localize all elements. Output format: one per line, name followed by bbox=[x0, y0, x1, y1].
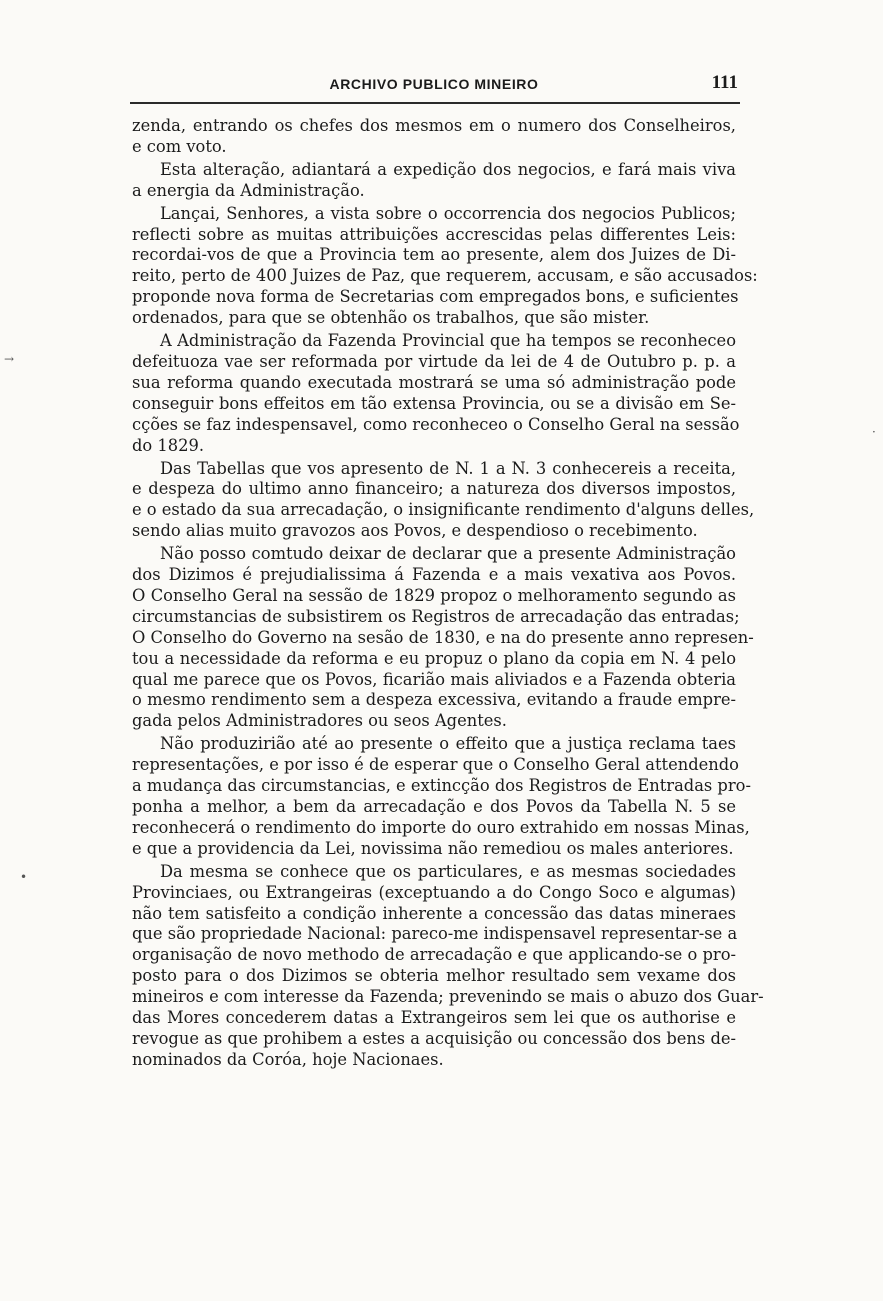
paragraph bbox=[132, 734, 751, 859]
text-line: cções se faz indespensavel, como reconheceo o Conselho Geral na sessão bbox=[132, 414, 740, 434]
text-line: A Administração da Fazenda Provincial que ha tempos se reconheceo bbox=[160, 331, 736, 351]
text-line: O Conselho Geral na sessão de 1829 propoz o melhoramento segundo as bbox=[132, 585, 736, 605]
text-line: a energia da Administração. bbox=[132, 180, 365, 200]
text-line: e o estado da sua arrecadação, o insignificante rendimento d'alguns delles, bbox=[132, 500, 755, 520]
header-rule bbox=[130, 102, 740, 104]
page-header bbox=[130, 72, 738, 98]
margin-mark: → bbox=[4, 352, 15, 366]
text-line: circumstancias de subsistirem os Registros de arrecadação das entradas; bbox=[132, 606, 740, 626]
paragraph bbox=[132, 203, 758, 329]
text-line: Lançai, Senhores, a vista sobre o occorrencia dos negocios Publicos; bbox=[160, 203, 736, 223]
text-line: organisação de novo methodo de arrecadação e que applicando-se o pro- bbox=[132, 945, 736, 965]
text-line: e despeza do ultimo anno financeiro; a natureza dos diversos impostos, bbox=[132, 479, 736, 499]
margin-mark: • bbox=[20, 870, 28, 884]
text-line: mineiros e com interesse da Fazenda; prevenindo se mais o abuzo dos Guar- bbox=[132, 987, 764, 1007]
text-line: conseguir bons effeitos em tão extensa Provincia, ou se a divisão em Se- bbox=[132, 393, 736, 413]
text-line: recordai-vos de que a Provincia tem ao presente, alem dos Juizes de Di- bbox=[132, 245, 736, 265]
paragraph bbox=[132, 544, 754, 732]
text-line: reconhecerá o rendimento do importe do ouro extrahido em nossas Minas, bbox=[132, 817, 750, 837]
text-line: O Conselho do Governo na sesão de 1830, e na do presente anno represen- bbox=[132, 627, 754, 647]
text-line: a mudança das circumstancias, e extincção dos Registros de Entradas pro- bbox=[132, 776, 751, 796]
text-line: Provinciaes, ou Extrangeiras (exceptuando a do Congo Soco e algumas) bbox=[132, 882, 736, 902]
running-title: ARCHIVO PUBLICO MINEIRO bbox=[329, 76, 539, 92]
paragraph bbox=[132, 458, 755, 543]
text-line: das Mores concederem datas a Extrangeiros sem lei que os authorise e bbox=[132, 1008, 736, 1028]
text-line: tou a necessidade da reforma e eu propuz o plano da copia em N. 4 pelo bbox=[132, 648, 736, 668]
paragraph bbox=[132, 861, 764, 1071]
text-line: que são propriedade Nacional: pareco-me indispensavel representar-se a bbox=[132, 924, 738, 944]
text-line: ponha a melhor, a bem da arrecadação e dos Povos da Tabella N. 5 se bbox=[132, 797, 736, 816]
text-line: representações, e por isso é de esperar que o Conselho Geral attendendo bbox=[132, 755, 739, 775]
text-line: gada pelos Administradores ou seos Agentes. bbox=[132, 711, 507, 731]
body-text bbox=[132, 116, 764, 1073]
text-line: Não produzirião até ao presente o effeito que a justiça reclama taes bbox=[160, 734, 736, 754]
text-line: do 1829. bbox=[132, 435, 205, 455]
paragraph bbox=[132, 160, 736, 202]
text-line: e com voto. bbox=[132, 136, 227, 156]
text-line: sendo alias muito gravozos aos Povos, e despendioso o recebimento. bbox=[132, 521, 698, 541]
text-line: dos Dizimos é prejudialissima á Fazenda e a mais vexativa aos Povos. bbox=[132, 565, 736, 585]
text-line: ordenados, para que se obtenhão os trabalhos, que são mister. bbox=[132, 308, 650, 328]
text-line: Esta alteração, adiantará a expedição dos negocios, e fará mais viva bbox=[160, 159, 736, 179]
paragraph bbox=[132, 116, 736, 158]
text-line: reito, perto de 400 Juizes de Paz, que requerem, accusam, e são accusados: bbox=[132, 266, 758, 286]
text-line: reflecti sobre as muitas attribuições accrescidas pelas differentes Leis: bbox=[132, 224, 736, 244]
text-line: o mesmo rendimento sem a despeza excessiva, evitando a fraude empre- bbox=[132, 690, 736, 710]
text-line: não tem satisfeito a condição inherente a concessão das datas mineraes bbox=[132, 903, 736, 923]
text-line: sua reforma quando executada mostrará se uma só administração pode bbox=[132, 372, 736, 392]
text-line: defeituoza vae ser reformada por virtude da lei de 4 de Outubro p. p. a bbox=[132, 351, 736, 371]
text-line: posto para o dos Dizimos se obteria melhor resultado sem vexame dos bbox=[132, 966, 736, 986]
text-line: zenda, entrando os chefes dos mesmos em o numero dos Conselheiros, bbox=[132, 116, 736, 135]
margin-mark: · bbox=[872, 425, 876, 439]
text-line: e que a providencia da Lei, novissima não remediou os males anteriores. bbox=[132, 838, 734, 858]
text-line: Das Tabellas que vos apresento de N. 1 a N. 3 conhecereis a receita, bbox=[160, 458, 736, 478]
text-line: revogue as que prohibem a estes a acquisição ou concessão dos bens de- bbox=[132, 1028, 736, 1048]
paragraph bbox=[132, 331, 740, 456]
text-line: proponde nova forma de Secretarias com empregados bons, e suficientes bbox=[132, 287, 739, 307]
text-line: Da mesma se conhece que os particulares, e as mesmas sociedades bbox=[160, 861, 736, 881]
page-number: 111 bbox=[711, 72, 738, 93]
text-line: qual me parece que os Povos, ficarião mais aliviados e a Fazenda obteria bbox=[132, 669, 736, 689]
text-line: nominados da Coróa, hoje Nacionaes. bbox=[132, 1049, 444, 1069]
text-line: Não posso comtudo deixar de declarar que a presente Administração bbox=[160, 544, 736, 564]
